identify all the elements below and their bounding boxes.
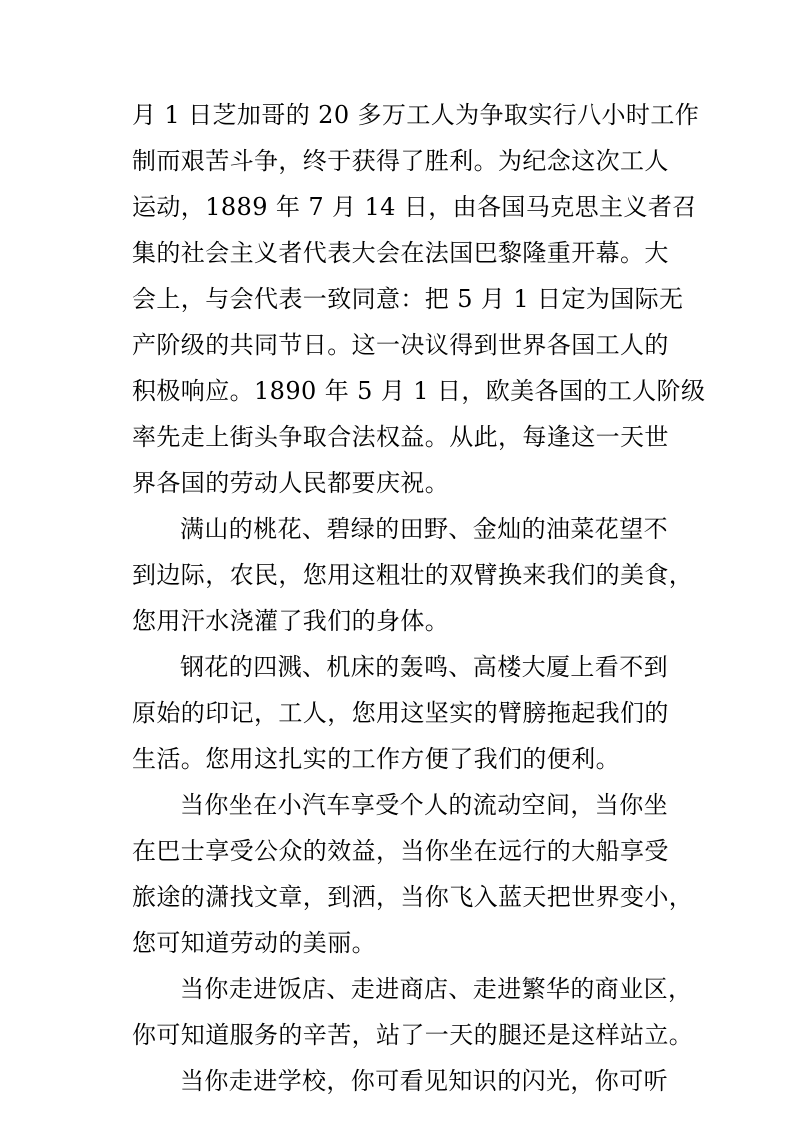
text-line: 旅途的潇找文章，到洒，当你飞入蓝天把世界变小， xyxy=(132,883,694,911)
text-line: 制而艰苦斗争，终于获得了胜利。为纪念这次工人 xyxy=(132,147,669,175)
text-line: 会上，与会代表一致同意：把 5 月 1 日定为国际无 xyxy=(132,285,684,313)
text-line: 界各国的劳动人民都要庆祝。 xyxy=(132,469,450,497)
text-line: 运动，1889 年 7 月 14 日，由各国马克思主义者召 xyxy=(132,193,697,221)
text-line: 原始的印记，工人，您用这坚实的臂膀拖起我们的 xyxy=(132,699,669,727)
paragraph-first-line: 钢花的四溅、机床的轰鸣、高楼大厦上看不到 xyxy=(180,653,668,681)
text-line: 月 1 日芝加哥的 20 多万工人为争取实行八小时工作 xyxy=(132,101,700,129)
text-line: 在巴士享受公众的效益，当你坐在远行的大船享受 xyxy=(132,837,669,865)
text-line: 集的社会主义者代表大会在法国巴黎隆重开幕。大 xyxy=(132,239,669,267)
text-line: 您可知道劳动的美丽。 xyxy=(132,929,376,957)
paragraph-first-line: 当你走进饭店、走进商店、走进繁华的商业区， xyxy=(180,975,693,1003)
text-line: 到边际，农民，您用这粗壮的双臂换来我们的美食， xyxy=(132,561,694,589)
paragraph-first-line: 当你坐在小汽车享受个人的流动空间，当你坐 xyxy=(180,791,668,819)
text-line: 积极响应。1890 年 5 月 1 日，欧美各国的工人阶级 xyxy=(132,377,706,405)
text-line: 产阶级的共同节日。这一决议得到世界各国工人的 xyxy=(132,331,669,359)
paragraph-first-line: 满山的桃花、碧绿的田野、金灿的油菜花望不 xyxy=(180,515,668,543)
text-line: 您用汗水浇灌了我们的身体。 xyxy=(132,607,450,635)
text-line: 你可知道服务的辛苦，站了一天的腿还是这样站立。 xyxy=(132,1021,694,1049)
text-line: 生活。您用这扎实的工作方便了我们的便利。 xyxy=(132,745,620,773)
document-body xyxy=(132,92,706,1104)
text-line: 率先走上街头争取合法权益。从此，每逢这一天世 xyxy=(132,423,669,451)
paragraph-first-line: 当你走进学校，你可看见知识的闪光，你可听 xyxy=(180,1067,668,1095)
